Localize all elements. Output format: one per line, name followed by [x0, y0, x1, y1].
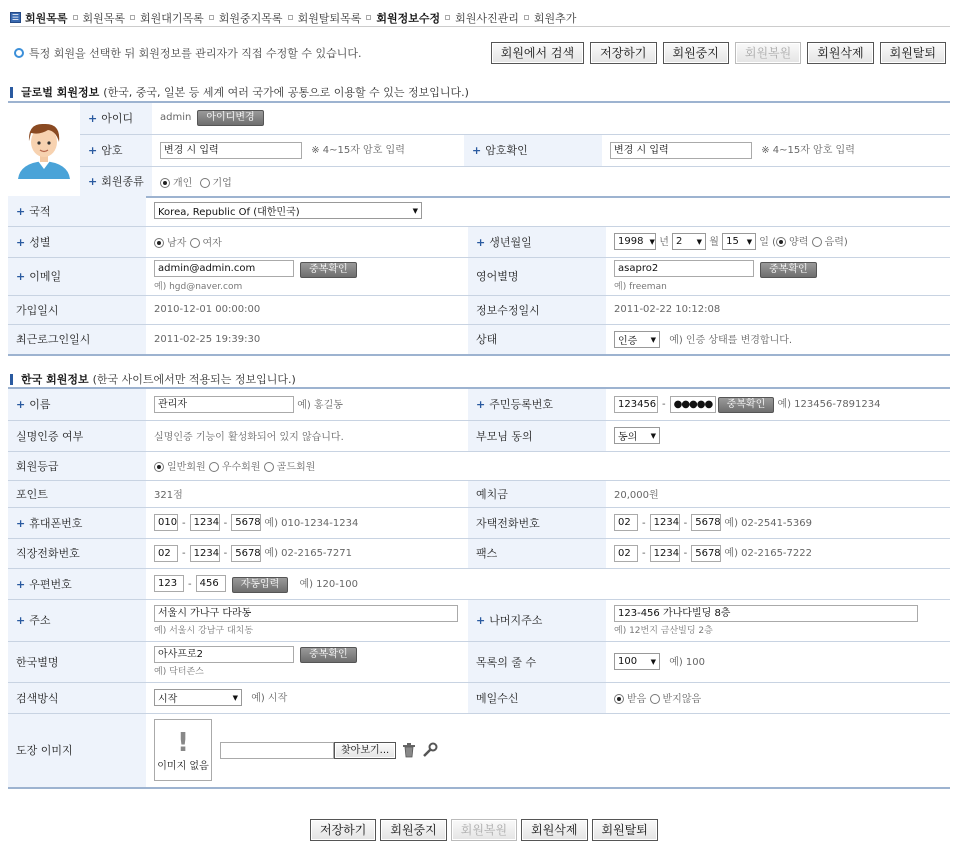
name-label: + 이름 [8, 388, 146, 420]
delete-button-bottom[interactable]: 회원삭제 [521, 819, 587, 841]
mobile-cell: 010 - 1234 - 5678 예) 010-1234-1234 [146, 507, 468, 538]
mail-receive-label: 메일수신 [468, 682, 606, 713]
tab-photo-manage[interactable]: 회원사진관리 [455, 11, 519, 25]
address2-cell: 123-456 가나다빌딩 8층 예) 12번지 금산빌딩 2층 [606, 599, 950, 641]
fax-part1[interactable]: 02 [614, 545, 638, 562]
tab-suspended-list[interactable]: 회원중지목록 [218, 11, 283, 25]
birth-label: + 생년월일 [468, 226, 606, 257]
info-bullet-icon [14, 48, 24, 58]
point-label: 포인트 [8, 480, 146, 507]
id-cell [152, 102, 950, 134]
name-field[interactable]: 관리자 [154, 396, 294, 413]
korea-info-table [8, 387, 950, 789]
home-phone-cell: 02 - 1234 - 5678 예) 02-2541-5369 [606, 507, 950, 538]
modified-value: 2011-02-22 10:12:08 [606, 295, 950, 324]
address2-field[interactable]: 123-456 가나다빌딩 8층 [614, 605, 918, 622]
nick-check-button[interactable]: 중복확인 [760, 262, 817, 278]
lunar-radio[interactable] [812, 237, 822, 247]
email-label: + 이메일 [8, 257, 146, 295]
address-label: + 주소 [8, 599, 146, 641]
tab-separator [73, 15, 78, 20]
country-label: + 국적 [8, 196, 146, 226]
mail-yes-radio[interactable] [614, 694, 624, 704]
home-part2[interactable]: 1234 [650, 514, 680, 531]
change-id-button[interactable]: 아이디변경 [197, 110, 263, 126]
dropdown-arrow-icon: ▼ [412, 206, 418, 215]
work-part1[interactable]: 02 [154, 545, 178, 562]
deposit-label: 예치금 [468, 480, 606, 507]
korean-nick-label: 한국별명 [8, 641, 146, 682]
rows-select[interactable]: 100 ▼ [614, 653, 660, 670]
type-company-radio[interactable] [200, 178, 210, 188]
tab-withdrawn-list[interactable]: 회원탈퇴목록 [297, 11, 362, 25]
browse-button[interactable]: 찾아보기... [334, 742, 396, 759]
gender-male-radio[interactable] [154, 238, 164, 248]
realname-value: 실명인증 기능이 활성화되어 있지 않습니다. [146, 420, 468, 451]
delete-button[interactable]: 회원삭제 [807, 42, 873, 64]
english-nick-cell: asapro2 중복확인 예) freeman [606, 257, 950, 295]
tab-waiting-list[interactable]: 회원대기목록 [140, 11, 204, 25]
mobile-part1[interactable]: 010 [154, 514, 178, 531]
tab-separator [445, 15, 450, 20]
seal-image: ! 이미지 없음 [154, 719, 212, 781]
solar-radio[interactable] [776, 237, 786, 247]
parent-consent-select[interactable]: 동의 ▼ [614, 427, 660, 444]
last-login-value: 2011-02-25 19:39:30 [146, 324, 468, 355]
birth-day-select[interactable]: 15 ▼ [722, 233, 756, 250]
trash-icon[interactable] [402, 742, 416, 758]
avatar-cell [8, 102, 80, 197]
mobile-part3[interactable]: 5678 [231, 514, 261, 531]
password-confirm-cell: 변경 시 입력 ※ 4~15자 암호 입력 [602, 134, 950, 166]
tab-separator [209, 15, 214, 20]
zip-label: + 우편번호 [8, 568, 146, 599]
zip-part1[interactable]: 123 [154, 575, 184, 592]
work-part3[interactable]: 5678 [231, 545, 261, 562]
global-info-table [8, 101, 950, 198]
grade-gold-radio[interactable] [264, 462, 274, 472]
section-korea-title: 한국 회원정보 (한국 사이트에서만 적용되는 정보입니다.) [10, 371, 296, 387]
grade-label: 회원등급 [8, 451, 146, 480]
deposit-value: 20,000원 [606, 480, 950, 507]
tab-bar [10, 9, 950, 27]
address-cell: 서울시 가나구 다라동 예) 서울시 강남구 대치동 [146, 599, 468, 641]
list-icon: ☰ [11, 13, 20, 22]
withdraw-button-bottom[interactable]: 회원탈퇴 [592, 819, 658, 841]
address2-label: + 나머지주소 [468, 599, 606, 641]
password-cell: 변경 시 입력 ※ 4~15자 암호 입력 [152, 134, 464, 166]
modified-label: 정보수정일시 [468, 295, 606, 324]
type-personal-radio[interactable] [160, 178, 170, 188]
zip-auto-button[interactable]: 자동입력 [232, 577, 289, 593]
password-confirm-field[interactable]: 변경 시 입력 [610, 142, 752, 159]
country-cell [146, 196, 950, 226]
status-select[interactable]: 인증 ▼ [614, 331, 660, 348]
grade-normal-radio[interactable] [154, 462, 164, 472]
notice: 특정 회원을 선택한 뒤 회원정보를 관리자가 직접 수정할 수 있습니다. [14, 45, 362, 61]
parent-consent-label: 부모님 동의 [468, 420, 606, 451]
email-check-button[interactable]: 중복확인 [300, 262, 357, 278]
fax-cell: 02 - 1234 - 5678 예) 02-2165-7222 [606, 538, 950, 568]
restore-button[interactable]: 회원복원 [735, 42, 801, 64]
section-global-title: 글로벌 회원정보 (한국, 중국, 일본 등 세계 여러 국가에 공통으로 이용할 수 있는 정보입니다.) [10, 84, 469, 100]
tab-member-list[interactable]: 회원목록 [82, 11, 126, 25]
korean-nick-cell: 아사프로2 중복확인 예) 닥터존스 [146, 641, 468, 682]
suspend-button[interactable]: 회원중지 [663, 42, 729, 64]
tab-separator [130, 15, 135, 20]
work-phone-label: 직장전화번호 [8, 538, 146, 568]
point-value: 321점 [146, 480, 468, 507]
name-cell: 관리자 예) 홍길동 [146, 388, 468, 420]
search-mode-label: 검색방식 [8, 682, 146, 713]
status-label: 상태 [468, 324, 606, 355]
seal-label: 도장 이미지 [8, 713, 146, 788]
work-phone-cell: 02 - 1234 - 5678 예) 02-2165-7271 [146, 538, 468, 568]
seal-file-field[interactable] [220, 742, 334, 759]
email-cell: admin@admin.com 중복확인 예) hgd@naver.com [146, 257, 468, 295]
gender-female-radio[interactable] [190, 238, 200, 248]
home-phone-label: 자택전화번호 [468, 507, 606, 538]
english-nick-field[interactable]: asapro2 [614, 260, 754, 277]
parent-cell [606, 420, 950, 451]
wrench-icon[interactable] [422, 742, 438, 758]
ssn-cell: 123456 - ●●●●● 중복확인 예) 123456-7891234 [606, 388, 950, 420]
last-login-label: 최근로그인일시 [8, 324, 146, 355]
work-part2[interactable]: 1234 [190, 545, 220, 562]
address-field[interactable]: 서울시 가나구 다라동 [154, 605, 458, 622]
zip-part2[interactable]: 456 [196, 575, 226, 592]
gender-label: + 성별 [8, 226, 146, 257]
rows-label: 목록의 줄 수 [468, 641, 606, 682]
id-value: admin [160, 112, 192, 124]
birth-month-select[interactable]: 2 ▼ [672, 233, 706, 250]
seal-cell [146, 713, 950, 788]
password-label: + 암호 [80, 134, 152, 166]
mail-receive-cell: 받음 받지않음 [606, 682, 950, 713]
tab-edit-member[interactable]: 회원정보수정 [376, 11, 441, 25]
tab-add-member[interactable]: 회원추가 [533, 11, 577, 25]
avatar [14, 117, 74, 179]
ssn-back-field[interactable]: ●●●●● [670, 396, 716, 413]
korean-nick-field[interactable]: 아사프로2 [154, 646, 294, 663]
gender-cell: 남자 여자 [146, 226, 468, 257]
id-label: + 아이디 [80, 102, 152, 134]
global-info-table-2 [8, 196, 950, 356]
email-field[interactable]: admin@admin.com [154, 260, 294, 277]
fax-part2[interactable]: 1234 [650, 545, 680, 562]
warning-icon: ! [177, 727, 189, 758]
tab-separator [288, 15, 293, 20]
search-mode-cell: 시작 ▼ 예) 시작 [146, 682, 468, 713]
top-action-bar [491, 42, 946, 64]
suspend-button-bottom[interactable]: 회원중지 [380, 819, 446, 841]
birth-cell: 1998 ▼ 년 2 ▼ 월 15 ▼ 일 ( 양력 음력) [606, 226, 950, 257]
joined-label: 가입일시 [8, 295, 146, 324]
save-button-bottom[interactable]: 저장하기 [310, 819, 376, 841]
grade-cell: 일반회원 우수회원 골드회원 [146, 451, 950, 480]
ssn-front-field[interactable]: 123456 [614, 396, 658, 413]
password-field[interactable]: 변경 시 입력 [160, 142, 302, 159]
tab-separator [366, 15, 371, 20]
password-confirm-label: + 암호확인 [464, 134, 602, 166]
mail-no-radio[interactable] [650, 694, 660, 704]
zip-cell: 123 - 456 자동입력 예) 120-100 [146, 568, 950, 599]
birth-year-select[interactable]: 1998 ▼ [614, 233, 656, 250]
fax-label: 팩스 [468, 538, 606, 568]
grade-premium-radio[interactable] [209, 462, 219, 472]
fax-part3[interactable]: 5678 [691, 545, 721, 562]
home-part3[interactable]: 5678 [691, 514, 721, 531]
realname-label: 실명인증 여부 [8, 420, 146, 451]
tab-separator [524, 15, 529, 20]
english-nick-label: 영어별명 [468, 257, 606, 295]
mobile-part2[interactable]: 1234 [190, 514, 220, 531]
bottom-action-bar [310, 819, 658, 841]
home-part1[interactable]: 02 [614, 514, 638, 531]
rows-cell: 100 ▼ 예) 100 [606, 641, 950, 682]
korean-nick-check-button[interactable]: 중복확인 [300, 647, 357, 663]
ssn-label: + 주민등록번호 [468, 388, 606, 420]
search-member-button[interactable]: 회원에서 검색 [491, 42, 584, 64]
status-cell: 인증 ▼ 예) 인증 상태를 변경합니다. [606, 324, 950, 355]
ssn-check-button[interactable]: 중복확인 [718, 397, 775, 413]
joined-value: 2010-12-01 00:00:00 [146, 295, 468, 324]
country-select[interactable]: Korea, Republic Of (대한민국) ▼ [154, 202, 422, 219]
save-button[interactable]: 저장하기 [590, 42, 656, 64]
tab-home[interactable]: ☰ 회원목록 [11, 11, 68, 25]
member-type-label: + 회원종류 [80, 166, 152, 197]
mobile-label: + 휴대폰번호 [8, 507, 146, 538]
search-mode-select[interactable]: 시작 ▼ [154, 689, 242, 706]
member-type-cell: 개인 기업 [152, 166, 950, 197]
withdraw-button[interactable]: 회원탈퇴 [880, 42, 946, 64]
restore-button-bottom[interactable]: 회원복원 [451, 819, 517, 841]
